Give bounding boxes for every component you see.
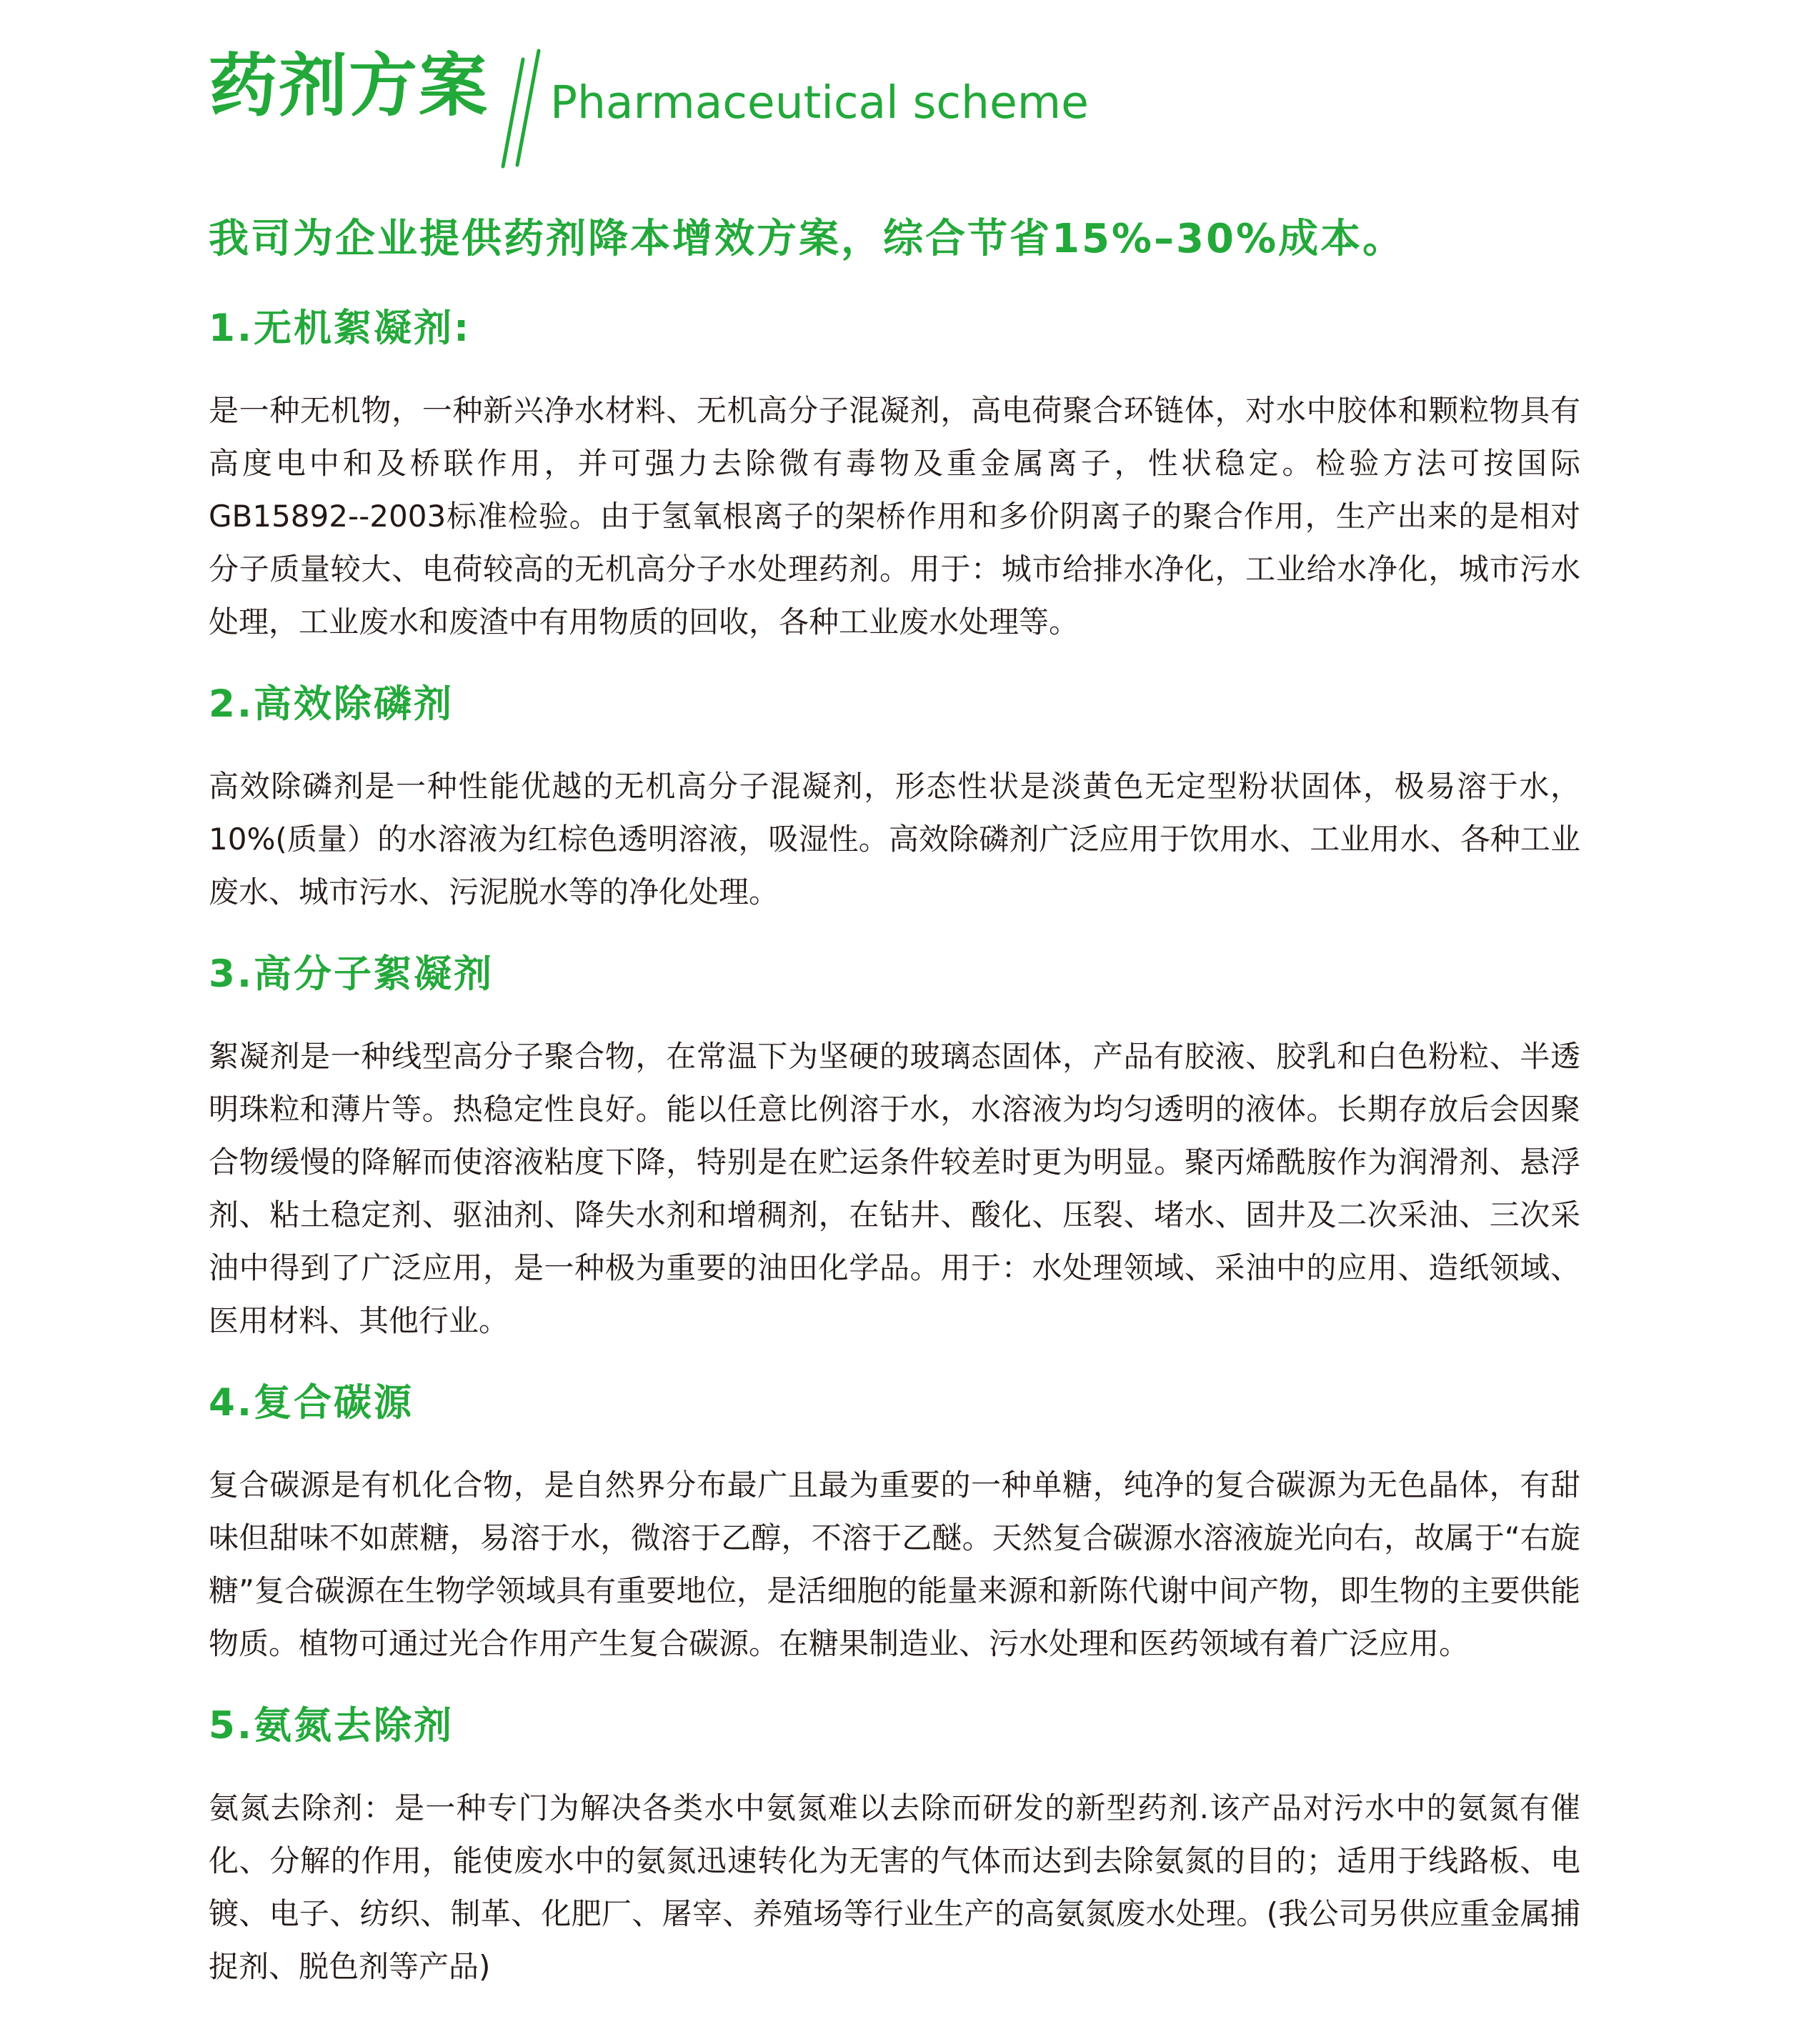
section-ammonia-nitrogen-remover — [209, 1697, 1580, 1993]
section-polymer-flocculant — [209, 946, 1580, 1347]
intro-statement: 我司为企业提供药剂降本增效方案，综合节省15%–30%成本。 — [209, 216, 1405, 262]
section-body: 是一种无机物，一种新兴净水材料、无机高分子混凝剂，高电荷聚合环链体，对水中胶体和颗粒物具有高度电中和及桥联作用，并可强力去除微有毒物及重金属离子，性状稳定。检验方法可按国际GB15892--2003标准检验。由于氢氧根离子的架桥作用和多价阴离子的聚合作用，生产出来的是相对分子质量较大、电荷较高的无机高分子水处理药剂。用于：城市给排水净化，工业给水净化，城市污水处理，工业废水和废渣中有用物质的回收，各种工业废水处理等。 — [209, 393, 1580, 639]
section-heading: 2.高效除磷剂 — [209, 682, 454, 726]
section-heading: 1.无机絮凝剂: — [209, 306, 472, 350]
page-title: 药剂方案 — [209, 46, 489, 126]
page-header — [209, 43, 1209, 171]
section-body: 复合碳源是有机化合物，是自然界分布最广且最为重要的一种单糖，纯净的复合碳源为无色晶体，有甜味但甜味不如蔗糖，易溶于水，微溶于乙醇，不溶于乙醚。天然复合碳源水溶液旋光向右，故属于“右旋糖”复合碳源在生物学领域具有重要地位，是活细胞的能量来源和新陈代谢中间产物，即生物的主要供能物质。植物可通过光合作用产生复合碳源。在糖果制造业、污水处理和医药领域有着广泛应用。 — [209, 1467, 1580, 1661]
section-compound-carbon-source — [209, 1375, 1580, 1670]
section-inorganic-flocculant — [209, 300, 1580, 649]
section-phosphorus-remover — [209, 676, 1580, 919]
section-heading: 5.氨氮去除剂 — [209, 1704, 454, 1748]
section-heading: 4.复合碳源 — [209, 1381, 414, 1425]
section-body: 高效除磷剂是一种性能优越的无机高分子混凝剂，形态性状是淡黄色无定型粉状固体，极易溶于水，10%(质量）的水溶液为红棕色透明溶液，吸湿性。高效除磷剂广泛应用于饮用水、工业用水、各种工业废水、城市污水、污泥脱水等的净化处理。 — [209, 769, 1580, 909]
section-heading: 3.高分子絮凝剂 — [209, 952, 494, 996]
section-body: 絮凝剂是一种线型高分子聚合物，在常温下为坚硬的玻璃态固体，产品有胶液、胶乳和白色粉粒、半透明珠粒和薄片等。热稳定性良好。能以任意比例溶于水，水溶液为均匀透明的液体。长期存放后会因聚合物缓慢的降解而使溶液粘度下降，特别是在贮运条件较差时更为明显。聚丙烯酰胺作为润滑剂、悬浮剂、粘土稳定剂、驱油剂、降失水剂和增稠剂，在钻井、酸化、压裂、堵水、固井及二次采油、三次采油中得到了广泛应用，是一种极为重要的油田化学品。用于：水处理领域、采油中的应用、造纸领域、医用材料、其他行业。 — [209, 1039, 1580, 1338]
section-body: 氨氮去除剂：是一种专门为解决各类水中氨氮难以去除而研发的新型药剂.该产品对污水中的氨氮有催化、分解的作用，能使废水中的氨氮迅速转化为无害的气体而达到去除氨氮的目的；适用于线路板、电镀、电子、纺织、制革、化肥厂、屠宰、养殖场等行业生产的高氨氮废水处理。(我公司另供应重金属捕捉剂、脱色剂等产品) — [209, 1790, 1580, 1984]
page-subtitle-english: Pharmaceutical scheme — [550, 76, 1089, 129]
main-content — [209, 207, 1580, 2020]
double-slash-icon — [493, 46, 550, 171]
